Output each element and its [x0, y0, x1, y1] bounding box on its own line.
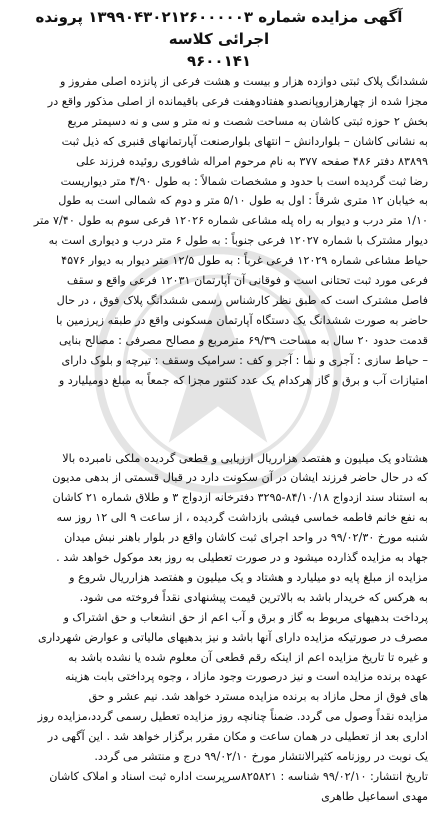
text-line: ۱/۱۰ متر درب و دیوار به راه پله مشاعی شماره ۱۲۰۲۶ فرعی سوم به طول ۷/۴۰ متر: [33, 214, 428, 228]
paragraph-gap: [10, 391, 428, 449]
text-line: به نشانی کاشان – بلواردانش – انتهای بلوارصنعت آپارتمانهای قنبری که ذیل ثبت: [61, 134, 428, 148]
text-line: های فوق از محل مازاد به برنده مزایده مسترد خواهد شد. نیم عشر و حق: [88, 690, 428, 704]
text-line: به هرکس که خریدار باشد به بالاترین قیمت پیشنهادی نقداً فروخته می شود.: [79, 590, 428, 604]
text-line: – حیاط سازی : آجری و نما : آجر و کف : سرامیک وسقف : تیرچه و بلوک دارای: [61, 353, 428, 367]
text-line: ۸۳۸۹۹ دفتر ۴۸۶ صفحه ۳۷۷ به نام مرحوم امراله شافوری روئیده فرزند علی: [76, 154, 428, 168]
text-line: مزایده از مبلغ پایه دو میلیارد و هشتاد و یک میلیون و هفتصد هزارریال شروع و: [69, 570, 428, 584]
text-line: عهده برنده مزایده است و نیز درصورت وجود مازاد ، وجوه پرداختی بابت هزینه: [65, 670, 428, 684]
notice-file-number: ۹۶۰۰۱۴۱: [186, 52, 252, 70]
property-description-paragraph: [10, 72, 428, 391]
text-line: شنبه مورخ ۹۹/۰۲/۳۰ در واحد اجرای ثبت کاشان واقع در بلوار باهنر نبش میدان: [64, 531, 428, 545]
text-line: مجزا شده از چهارهزاروپانصدو هفتادوهفت فرعی باقیمانده از اصلی مذکور واقع در: [47, 94, 428, 108]
notice-title-line: آگهی مزایده شماره ۱۳۹۹۰۴۳۰۲۱۲۶۰۰۰۰۰۳ پرونده اجرائی کلاسه: [35, 8, 403, 48]
text-line: اداری بعد از تعطیلی در همان ساعت و مکان مقرر برگزار خواهد شد . این آگهی در: [47, 730, 428, 744]
text-line: به استناد سند ازدواج ۸۴/۱۰/۱۸-۳۲۹۵ دفترخانه ازدواج ۳ و طلاق شماره ۲۱ کاشان: [52, 491, 428, 505]
text-line: رضا ثبت گردیده است با حدود و مشخصات شمالاً : به طول ۴/۹۰ متر دیواریست: [60, 174, 428, 188]
auction-terms-paragraph: [10, 449, 428, 807]
text-line: حیاط مشاعی شماره ۱۲۰۲۹ فرعی غرباً : به طول ۱۲/۵ متر دیوار به دیوار ۴۵۷۶: [61, 254, 428, 268]
text-line: مهدی اسماعیل طاهری: [321, 789, 428, 803]
notice-title: [10, 6, 428, 72]
text-line: پرداخت بدهیهای مربوط به گاز و برق و آب اعم از حق انشعاب و حق اشتراک و: [63, 610, 428, 624]
text-line: قدمت حدود ۲۰ سال به مساحت ۶۹/۳۹ مترمربع و مصالح مصرفی : مصالح بنایی: [58, 333, 428, 347]
text-line: دیوار مشترک با شماره ۱۲۰۲۷ فرعی جنوباً : به طول ۶ متر درب و دیواری است به: [48, 234, 428, 248]
text-line: یک نوبت در روزنامه کثیرالانتشار مورخ ۹۹/۰۲/۱۰ درج و منتشر می گردد.: [94, 750, 428, 764]
text-line: هشتادو یک میلیون و هفتصد هزارریال ارزیابی و قطعی گردیده ملکی نامبرده بالا: [62, 451, 428, 465]
text-line: بخش ۲ حوزه ثبتی کاشان به مساحت شصت و نه متر و سی و نه دسیمتر مربع: [67, 114, 428, 128]
text-line: به خیابان ۱۲ متری شرقاً : اول به طول ۵/۱۰ متر و دوم که شمالی است به طول: [58, 194, 428, 208]
text-line: جهاد به مزایده گذارده میشود و در صورت تعطیلی به روز بعد موکول خواهد شد .: [56, 551, 428, 565]
text-line: که در حال حاضر فرزند ایشان در آن سکونت دارد در قبال قسمتی از بدهی مدیون: [52, 471, 428, 485]
text-line: ششدانگ پلاک ثبتی دوازده هزار و بیست و هشت فرعی از پانزده اصلی مفروز و: [59, 75, 428, 88]
text-line: فاصل مشترک است که طبق نظر کارشناس رسمی ششدانگ پلاک فوق ، در حال: [56, 293, 428, 307]
text-line: مزایده نقداً وصول می گردد. ضمناً چنانچه روز مزایده تعطیل رسمی گردد،مزایده روز: [37, 710, 428, 724]
text-line: مصرف در صورتیکه مزایده دارای آنها باشد و نیز بدهیهای مالیاتی و عوارض شهرداری: [38, 630, 428, 644]
text-line: تاریخ انتشار: ۹۹/۰۲/۱۰ شناسه : ۸۲۵۸۲۱سرپرست اداره ثبت اسناد و املاک کاشان: [49, 770, 428, 783]
text-line: فرعی مورد ثبت تحتانی است و فوقانی آن آپارتمان ۱۲۰۳۱ فرعی واقع و سقف: [66, 274, 428, 288]
text-line: حاضر به صورت ششدانگ یک دستگاه آپارتمان مسکونی واقع در طبقه زیرزمین با: [55, 313, 428, 327]
text-line: و غیره تا تاریخ مزایده اعم از اینکه رقم قطعی آن معلوم شده یا نشده باشد به: [68, 650, 428, 664]
text-line: امتیازات آب و برق و گاز هرکدام یک عدد کنتور مجزا که جمعاً به مبلغ دومیلیارد و: [58, 373, 428, 387]
text-line: به نفع خانم فاطمه خماسی فیشی بازداشت گردیده ، از ساعت ۹ الی ۱۲ روز سه: [56, 511, 428, 525]
